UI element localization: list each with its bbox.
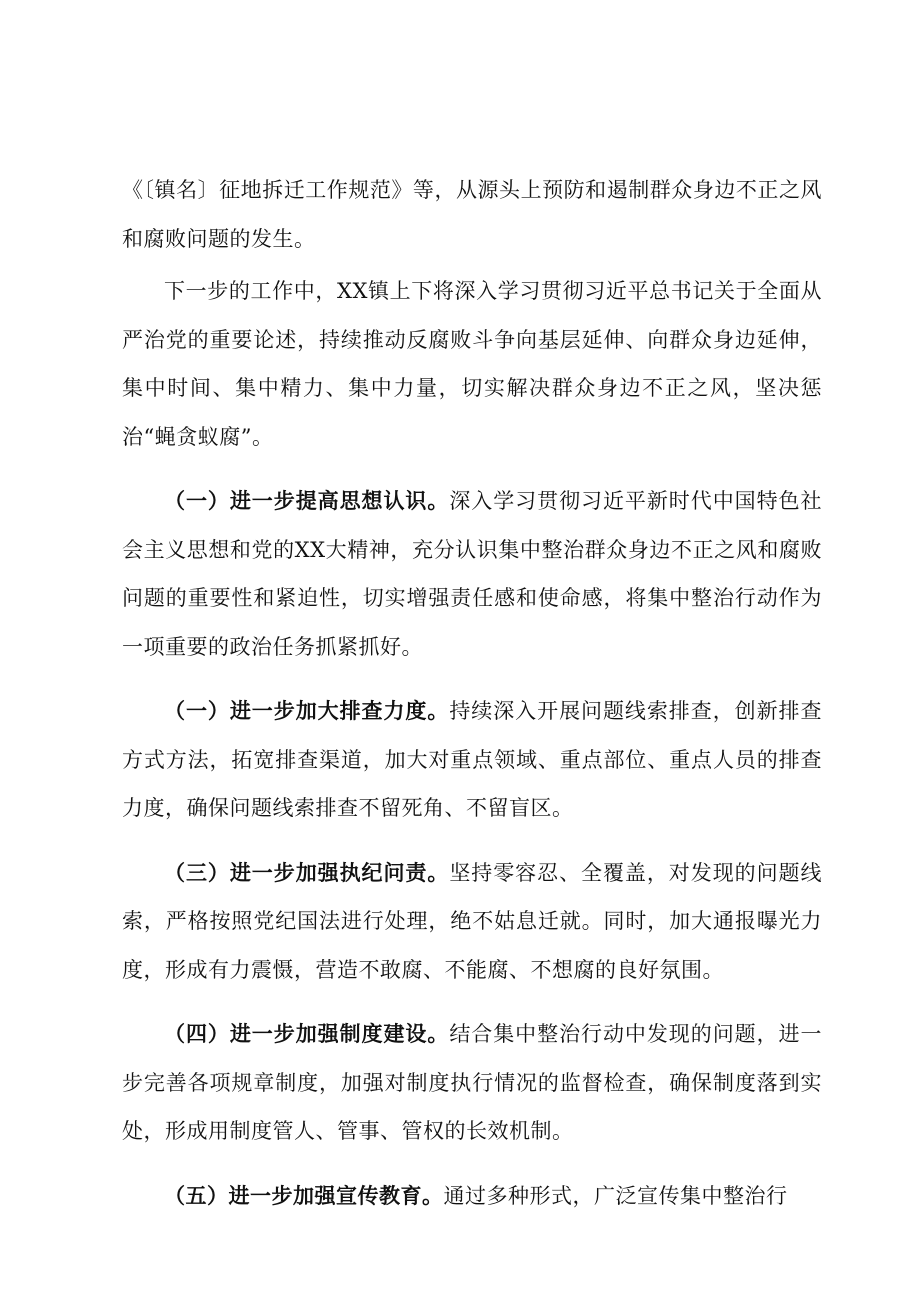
paragraph-next-steps xyxy=(122,267,822,461)
paragraph-heading: （四）进一步加强制度建设。 xyxy=(164,1022,450,1046)
paragraph-heading: （一）进一步加大排查力度。 xyxy=(164,699,450,723)
paragraph-text: 深入学习贯彻习近平新时代中国特色社会主义思想和党的XX大精神，充分认识集中整治群众身边不正之风和腐败问题的重要性和紧迫性，切实增强责任感和使命感，将集中整治行动作为一项重要的政治任务抓紧抓好。 xyxy=(122,489,822,659)
paragraph-point-1 xyxy=(122,477,822,671)
paragraph-heading: （一）进一步提高思想认识。 xyxy=(164,489,450,513)
paragraph-point-5 xyxy=(122,1172,822,1221)
paragraph-text: 《〔镇名〕征地拆迁工作规范》等，从源头上预防和遏制群众身边不正之风和腐败问题的发生。 xyxy=(122,178,822,251)
paragraph-point-2 xyxy=(122,687,822,833)
paragraph-text: 下一步的工作中，XX镇上下将深入学习贯彻习近平总书记关于全面从严治党的重要论述，持续推动反腐败斗争向基层延伸、向群众身边延伸，集中时间、集中精力、集中力量，切实解决群众身边不正之风，坚决惩治“蝇贪蚁腐”。 xyxy=(122,279,822,449)
document-body xyxy=(122,166,822,1220)
paragraph-text: 结合集中整治行动中发现的问题，进一步完善各项规章制度，加强对制度执行情况的监督检查，确保制度落到实处，形成用制度管人、管事、管权的长效机制。 xyxy=(122,1022,822,1143)
paragraph-point-4 xyxy=(122,1010,822,1156)
paragraph-text: 通过多种形式，广泛宣传集中整治行 xyxy=(443,1183,788,1208)
paragraph-intro-continued xyxy=(122,166,822,263)
paragraph-text: 坚持零容忍、全覆盖，对发现的问题线索，严格按照党纪国法进行处理，绝不姑息迁就。同时，加大通报曝光力度，形成有力震慑，营造不敢腐、不能腐、不想腐的良好氛围。 xyxy=(122,860,822,982)
paragraph-text: 持续深入开展问题线索排查，创新排查方式方法，拓宽排查渠道，加大对重点领域、重点部位、重点人员的排查力度，确保问题线索排查不留死角、不留盲区。 xyxy=(122,699,822,820)
paragraph-heading: （三）进一步加强执纪问责。 xyxy=(164,860,450,885)
paragraph-heading: （五）进一步加强宣传教育。 xyxy=(164,1183,444,1208)
paragraph-point-3 xyxy=(122,849,822,995)
